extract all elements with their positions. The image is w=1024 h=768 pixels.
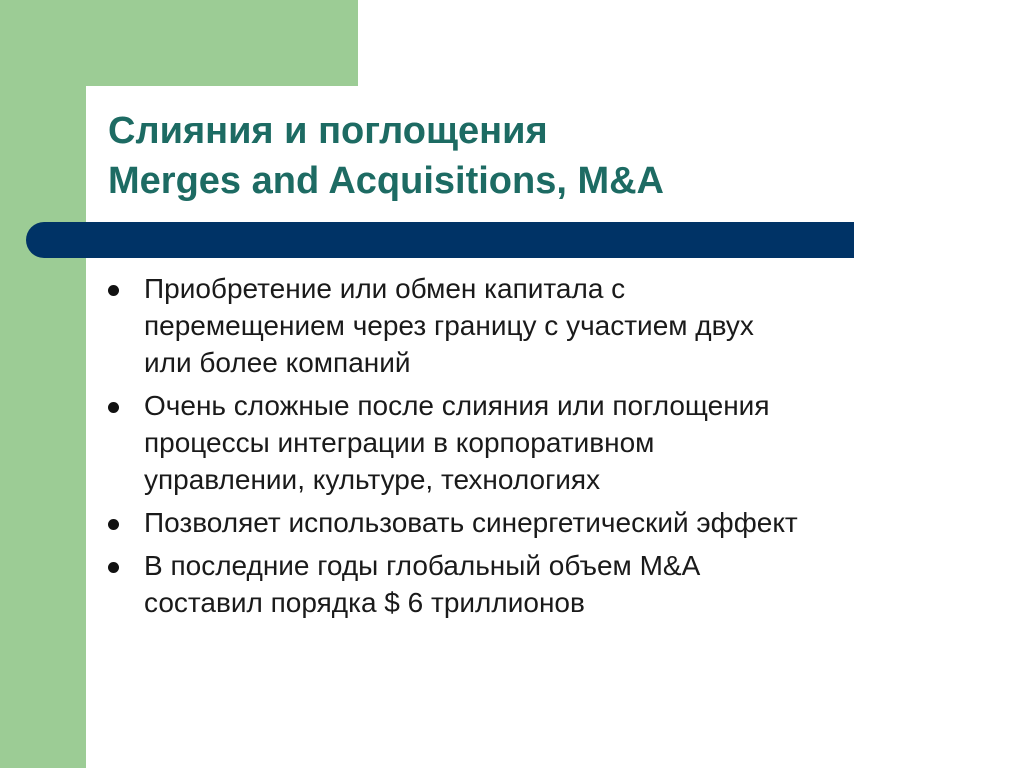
bullet-item <box>106 387 986 498</box>
slide-title-line-2: Merges and Acquisitions, M&A <box>108 160 664 202</box>
bullet-dot-icon <box>108 285 119 296</box>
slide-title-line-1: Слияния и поглощения <box>108 110 548 152</box>
bullet-list <box>106 270 986 627</box>
bullet-text <box>144 387 986 498</box>
bullet-line: или более компаний <box>144 347 411 378</box>
bullet-line: В последние годы глобальный объем M&A <box>144 550 701 581</box>
bullet-line: Очень сложные после слияния или поглощения <box>144 390 770 421</box>
bullet-line: составил порядка $ 6 триллионов <box>144 587 585 618</box>
bullet-item <box>106 270 986 381</box>
bullet-text <box>144 547 986 621</box>
bullet-line: Позволяет использовать синергетический эффект <box>144 507 798 538</box>
bullet-line: перемещением через границу с участием двух <box>144 310 754 341</box>
bullet-line: управлении, культуре, технологиях <box>144 464 601 495</box>
bullet-line: процессы интеграции в корпоративном <box>144 427 655 458</box>
bullet-text <box>144 270 986 381</box>
bullet-item <box>106 547 986 621</box>
slide-title <box>108 106 988 206</box>
green-side-band <box>0 0 86 768</box>
title-divider-bar <box>26 222 854 258</box>
bullet-item <box>106 504 986 541</box>
bullet-dot-icon <box>108 562 119 573</box>
bullet-text <box>144 504 986 541</box>
bullet-line: Приобретение или обмен капитала с <box>144 273 626 304</box>
green-top-band <box>0 0 358 86</box>
bullet-dot-icon <box>108 402 119 413</box>
bullet-dot-icon <box>108 519 119 530</box>
